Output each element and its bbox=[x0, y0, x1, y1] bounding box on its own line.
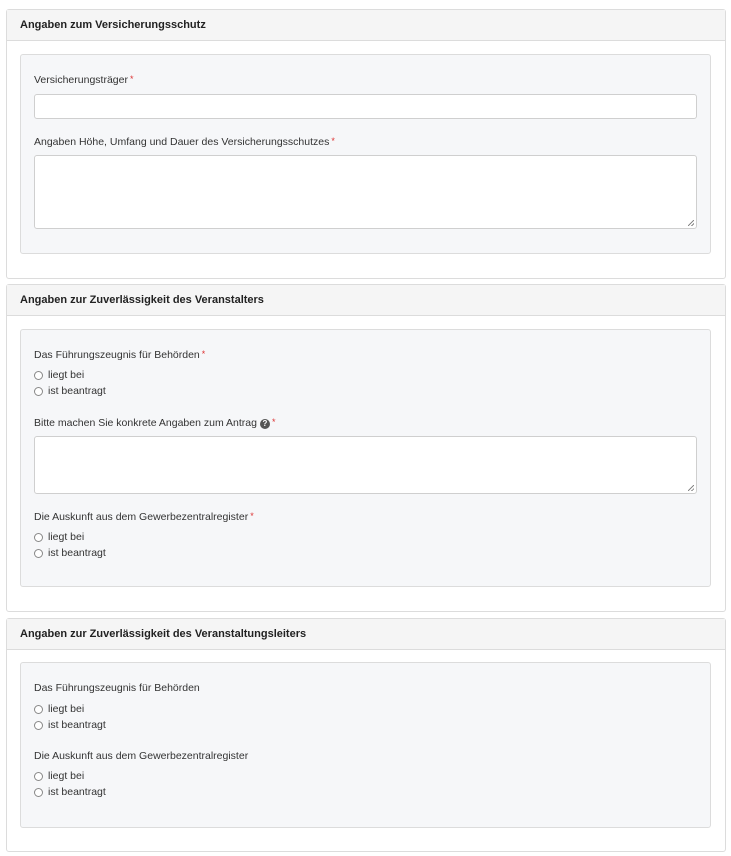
radio-circle-icon[interactable] bbox=[34, 533, 43, 542]
radio-circle-icon[interactable] bbox=[34, 705, 43, 714]
certificate-radio-applied[interactable] bbox=[34, 719, 106, 731]
resize-handle-icon[interactable] bbox=[688, 485, 694, 491]
radio-label: ist beantragt bbox=[48, 385, 106, 397]
certificate-radio-applied[interactable] bbox=[34, 385, 106, 397]
panel-header: Angaben zur Zuverlässigkeit des Veranstalters bbox=[7, 285, 725, 316]
register-radio-present[interactable] bbox=[34, 531, 84, 543]
radio-circle-icon[interactable] bbox=[34, 371, 43, 380]
radio-circle-icon[interactable] bbox=[34, 788, 43, 797]
details-textarea[interactable] bbox=[34, 436, 697, 494]
organizer-reliability-panel bbox=[6, 284, 726, 612]
help-icon[interactable]: ? bbox=[260, 419, 270, 429]
insurance-panel bbox=[6, 9, 726, 279]
resize-handle-icon[interactable] bbox=[688, 220, 694, 226]
radio-circle-icon[interactable] bbox=[34, 772, 43, 781]
scope-textarea[interactable] bbox=[34, 155, 697, 229]
scope-label: Angaben Höhe, Umfang und Dauer des Versicherungsschutzes * bbox=[34, 136, 335, 148]
radio-circle-icon[interactable] bbox=[34, 549, 43, 558]
radio-label: ist beantragt bbox=[48, 719, 106, 731]
organizer-fieldset bbox=[20, 329, 711, 587]
radio-label: ist beantragt bbox=[48, 786, 106, 798]
register-radio-present[interactable] bbox=[34, 770, 84, 782]
certificate-label: Das Führungszeugnis für Behörden * bbox=[34, 349, 206, 361]
carrier-label: Versicherungsträger * bbox=[34, 74, 134, 86]
radio-circle-icon[interactable] bbox=[34, 387, 43, 396]
certificate-radio-present[interactable] bbox=[34, 703, 84, 715]
register-label: Die Auskunft aus dem Gewerbezentralregister * bbox=[34, 511, 254, 523]
radio-label: liegt bei bbox=[48, 369, 85, 381]
radio-label: liegt bei bbox=[48, 770, 85, 782]
register-label: Die Auskunft aus dem Gewerbezentralregister bbox=[34, 750, 249, 762]
event-manager-reliability-panel bbox=[6, 618, 726, 852]
details-label: Bitte machen Sie konkrete Angaben zum Antrag ? * bbox=[34, 417, 276, 429]
certificate-label: Das Führungszeugnis für Behörden bbox=[34, 682, 200, 694]
radio-circle-icon[interactable] bbox=[34, 721, 43, 730]
register-radio-applied[interactable] bbox=[34, 786, 106, 798]
radio-label: ist beantragt bbox=[48, 547, 106, 559]
carrier-input[interactable] bbox=[34, 94, 697, 119]
radio-label: liegt bei bbox=[48, 703, 85, 715]
panel-header: Angaben zur Zuverlässigkeit des Veranstaltungsleiters bbox=[7, 619, 725, 650]
manager-fieldset bbox=[20, 662, 711, 828]
panel-header: Angaben zum Versicherungsschutz bbox=[7, 10, 725, 41]
register-radio-applied[interactable] bbox=[34, 547, 106, 559]
insurance-fieldset bbox=[20, 54, 711, 254]
certificate-radio-present[interactable] bbox=[34, 369, 84, 381]
radio-label: liegt bei bbox=[48, 531, 85, 543]
